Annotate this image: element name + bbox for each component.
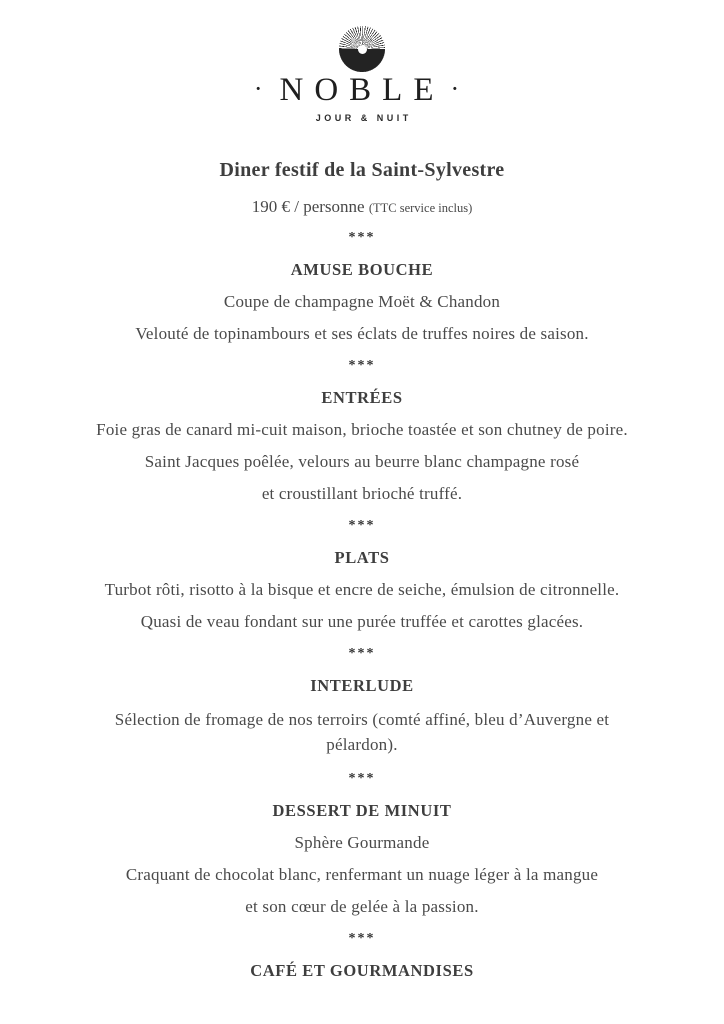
brand-left-dot: ·: [253, 74, 274, 103]
section-separator: ***: [348, 930, 376, 946]
menu-item: Coupe de champagne Moët & Chandon: [223, 291, 501, 311]
price-note: (TTC service inclus): [368, 200, 473, 215]
menu-item: et son cœur de gelée à la passion.: [245, 896, 479, 916]
section-separator: ***: [348, 770, 376, 786]
section-separator: ***: [348, 645, 376, 661]
menu-item: Velouté de topinambours et ses éclats de truffes noires de saison.: [135, 323, 589, 343]
section-heading-entrees: ENTRÉES: [321, 387, 403, 407]
section-separator: ***: [348, 357, 376, 373]
menu-item: Craquant de chocolat blanc, renfermant un nuage léger à la mangue: [125, 864, 599, 884]
brand-logo: [0, 26, 724, 123]
menu-item: et croustillant brioché truffé.: [261, 483, 463, 503]
brand-tagline: JOUR & NUIT: [315, 112, 412, 123]
menu-item: Saint Jacques poêlée, velours au beurre blanc champagne rosé: [144, 451, 580, 471]
menu-item: Sphère Gourmande: [294, 832, 430, 852]
brand-name: NOBLE: [279, 72, 445, 108]
menu-item: Turbot rôti, risotto à la bisque et encre de seiche, émulsion de citronnelle.: [104, 579, 620, 599]
brand-right-dot: ·: [450, 74, 471, 103]
sunburst-logo-icon: [339, 26, 385, 72]
menu-item: Foie gras de canard mi-cuit maison, brioche toastée et son chutney de poire.: [96, 419, 628, 439]
section-heading-amuse-bouche: AMUSE BOUCHE: [290, 259, 434, 279]
section-separator: ***: [348, 517, 376, 533]
menu-title: Diner festif de la Saint-Sylvestre: [219, 158, 505, 181]
section-heading-interlude: INTERLUDE: [310, 675, 414, 695]
menu-item: Quasi de veau fondant sur une purée truffée et carottes glacées.: [140, 611, 584, 631]
section-heading-dessert: DESSERT DE MINUIT: [272, 800, 452, 820]
section-heading-cafe: CAFÉ ET GOURMANDISES: [250, 960, 474, 980]
section-heading-plats: PLATS: [334, 547, 390, 567]
brand-name-row: [0, 72, 724, 110]
menu-price: [0, 197, 724, 217]
price-amount: 190 € / personne: [251, 196, 365, 216]
menu-item: Sélection de fromage de nos terroirs (comté affiné, bleu d’Auvergne et pélardon).: [114, 709, 610, 754]
section-separator: ***: [348, 229, 376, 245]
